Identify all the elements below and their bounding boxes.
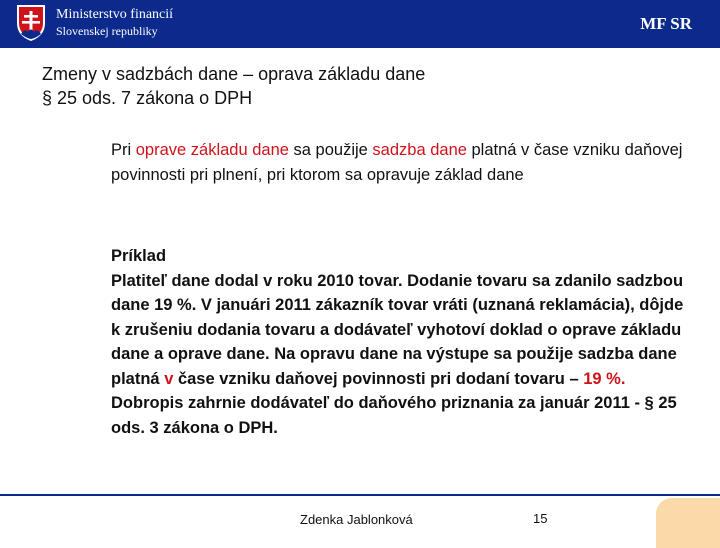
example-paragraph [111,244,691,440]
footer-author: Zdenka Jablonková [300,512,413,527]
ministry-name-line2: Slovenskej republiky [56,24,158,38]
rule-text-3: platná v čase vzniku daňovej povinnosti pri plnení, pri ktorom sa opravuje základ dane [111,141,683,184]
ministry-name-line1: Ministerstvo financií [56,7,174,22]
rule-paragraph [111,138,691,187]
rule-text-1: Pri [111,141,136,159]
rule-highlight-rate: sadzba dane [372,141,467,159]
footer-divider [0,494,720,496]
page-number: 15 [533,511,548,526]
ministry-name [56,6,173,40]
ministry-badge: MF SR [640,14,692,33]
rule-text-2: sa použije [288,141,373,159]
corner-decoration [656,498,720,548]
example-highlight-rate: 19 %. [583,369,626,388]
slide-title [42,62,425,110]
example-text-2: čase vzniku daňovej povinnosti pri dodaní tovaru – [173,369,584,388]
example-text-3: Dobropis zahrnie dodávateľ do daňového priznania za január 2011 - § 25 ods. 3 zákona o DPH. [111,394,677,437]
slide-title-line1: Zmeny v sadzbách dane – oprava základu dane [42,64,426,84]
example-highlight-v: v [164,369,174,388]
rule-highlight-correction: oprave základu dane [135,141,289,159]
header-bar [0,0,720,48]
example-text-1: Platiteľ dane dodal v roku 2010 tovar. Dodanie tovaru sa zdanilo sadzbou dane 19 %. V januári 2011 zákazník tovar vráti (uznaná reklamácia), dôjde k zrušeniu dodania tovaru a dodávateľ vyhotoví doklad o oprave základu dane a oprave dane. Na opravu dane na výstupe sa použije sadzba dane platná [111,271,684,388]
slide-title-line2: § 25 ods. 7 zákona o DPH [42,88,253,108]
slovak-coat-of-arms-icon [14,3,48,43]
example-heading: Príklad [111,247,167,265]
